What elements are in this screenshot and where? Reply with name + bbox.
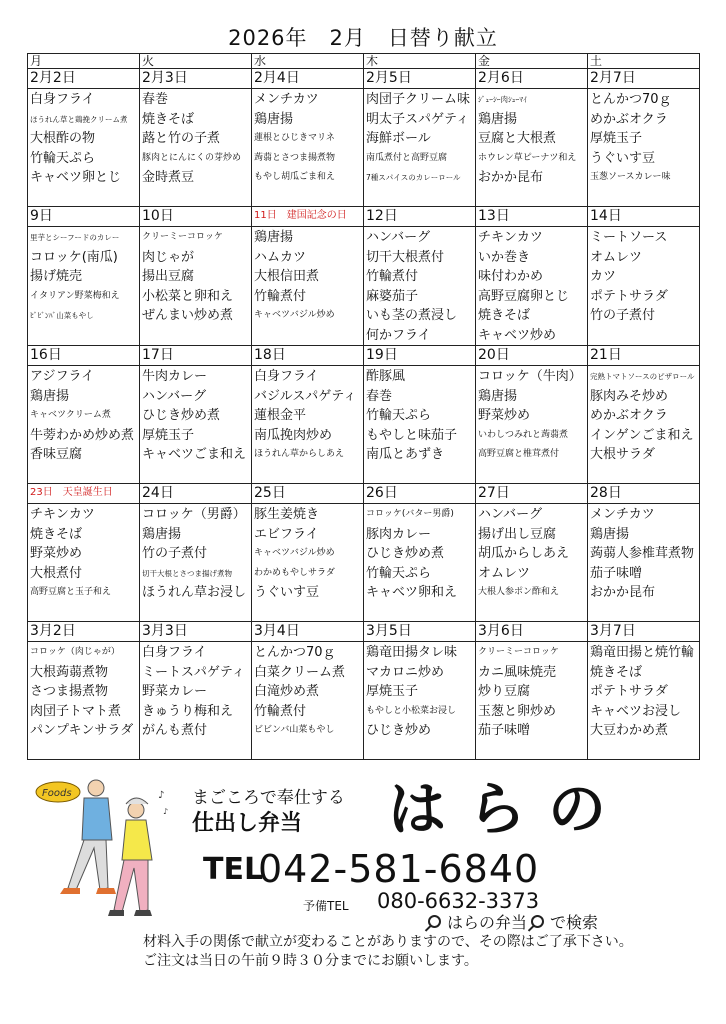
menu-item: 炒り豆腐 [478, 684, 531, 699]
menu-item: 南瓜挽肉炒め [254, 427, 333, 443]
day-cell [588, 346, 700, 484]
day-cell [476, 69, 588, 207]
menu-calendar [27, 53, 700, 760]
menu-item: 鶏唐揚 [142, 526, 182, 542]
menu-item: 肉団子トマト煮 [30, 703, 122, 719]
menu-item: 大根サラダ [590, 447, 655, 462]
day-cell [588, 484, 700, 622]
day-cell [252, 622, 364, 760]
week-row [28, 346, 700, 484]
menu-item: 大豆わかめ煮 [590, 723, 669, 738]
menu-item: カニ風味焼売 [478, 664, 557, 680]
menu-item: いわしつみれと蒟蒻煮 [478, 429, 569, 440]
magnifier-icon [531, 915, 544, 928]
menu-item: コロッケ（男爵） [142, 507, 246, 522]
menu-item: 肉じゃが [142, 249, 195, 265]
menu-item: 竹輪天ぷら [366, 408, 432, 423]
menu-item: めかぶオクラ [590, 408, 668, 423]
menu-item: がんも煮付 [142, 723, 208, 738]
menu-item: 揚出豆腐 [142, 269, 195, 284]
magnifier-icon [428, 915, 441, 928]
sub-tel-label: 予備TEL [303, 899, 349, 913]
menu-item: キャベツ炒め [478, 327, 557, 343]
menu-item: 海鮮ボール [366, 131, 431, 146]
menu-item: ほうれん草からしあえ [254, 449, 345, 459]
menu-item: 豚肉カレー [366, 526, 432, 542]
menu-item: 厚焼玉子 [590, 131, 643, 146]
menu-item: 蓮根金平 [254, 408, 307, 423]
menu-item: 里芋とシーフードのカレー [30, 233, 120, 242]
menu-item: 鶏竜田揚タレ味 [366, 645, 458, 660]
foods-bag-label: Foods [42, 788, 72, 799]
menu-item: 高野豆腐卵とじ [478, 288, 570, 304]
menu-item: 胡瓜からしあえ [478, 546, 570, 561]
menu-item: 茄子味噌 [590, 565, 643, 581]
day-date: 3月4日 [252, 622, 363, 642]
menu-item: 7種スパイスのカレーロール [366, 173, 461, 182]
menu-item: おかか昆布 [478, 170, 544, 185]
menu-item: 南瓜煮付と高野豆腐 [366, 152, 448, 163]
menu-item: 白身フライ [254, 369, 319, 384]
menu-item: もやしと小松菜お浸し [366, 705, 457, 716]
menu-item: 鶏唐揚 [478, 111, 518, 127]
menu-item: とんかつ70ｇ [254, 645, 336, 660]
menu-item: コロッケ（牛肉） [478, 369, 582, 384]
menu-item: キャベツ卵和え [366, 585, 458, 600]
menu-item: マカロニ炒め [366, 664, 445, 680]
day-date: 13日 [476, 207, 587, 227]
tel-number: 042-581-6840 [258, 847, 540, 891]
day-cell [252, 207, 364, 346]
menu-item: ひじき炒め煮 [142, 408, 221, 423]
day-cell [28, 207, 140, 346]
menu-item: 豚肉みそ炒め [590, 388, 669, 404]
menu-item: メンチカツ [590, 507, 655, 522]
page-title: 2026年 2月 日替り献立 [228, 26, 498, 50]
menu-item: パンプキンサラダ [30, 723, 134, 738]
menu-item: 白菜クリーム煮 [254, 664, 346, 680]
menu-item: 蕗と竹の子煮 [142, 131, 221, 146]
sub-tel-number: 080-6632-3373 [377, 889, 540, 913]
day-date: 18日 [252, 346, 363, 366]
day-date: 11日 建国記念の日 [252, 207, 363, 227]
day-cell [140, 69, 252, 207]
search-suffix: で検索 [550, 913, 599, 932]
day-date: 3月6日 [476, 622, 587, 642]
day-date: 3月7日 [588, 622, 699, 642]
menu-item: 茄子味噌 [478, 723, 531, 738]
menu-item: キャベツお浸し [590, 703, 682, 719]
menu-item: おかか昆布 [590, 585, 656, 600]
menu-item: 完熟トマトソースのピザロール [590, 372, 695, 381]
day-date: 23日 天皇誕生日 [28, 484, 139, 504]
menu-item: 白身フライ [142, 645, 207, 660]
menu-item: オムレツ [590, 249, 643, 265]
menu-item: ひじき炒め [366, 723, 432, 738]
menu-item: 大根人参ポン酢和え [478, 587, 560, 597]
day-cell [588, 622, 700, 760]
weekday-header-row [28, 54, 700, 69]
day-date: 20日 [476, 346, 587, 366]
day-date: 10日 [140, 207, 251, 227]
note-menu-change: 材料入手の関係で献立が変わることがありますので、その際はご了承下さい。 [143, 934, 633, 950]
day-date: 24日 [140, 484, 251, 504]
menu-item: 切干大根煮付 [366, 249, 445, 265]
menu-item: エビフライ [254, 526, 319, 542]
day-cell [588, 207, 700, 346]
search-hint [428, 910, 598, 933]
menu-item: 香味豆腐 [30, 447, 83, 462]
day-cell [364, 622, 476, 760]
menu-item: 高野豆腐と椎茸煮付 [478, 449, 560, 459]
day-date: 21日 [588, 346, 699, 366]
menu-item: ほうれん草と鶏挽クリーム煮 [30, 114, 128, 124]
menu-item: きゅうり梅和え [142, 703, 234, 719]
menu-item: キャベツクリーム煮 [30, 410, 111, 420]
weekday-sat: 土 [588, 54, 700, 69]
menu-item: 野菜炒め [478, 408, 531, 423]
svg-text:♪: ♪ [163, 807, 169, 816]
menu-item: 竹輪煮付 [366, 269, 419, 284]
menu-item: 厚焼玉子 [366, 684, 419, 699]
menu-item: とんかつ70ｇ [590, 92, 672, 107]
day-date: 2月7日 [588, 69, 699, 89]
day-cell [476, 346, 588, 484]
menu-item: 酢豚風 [366, 369, 406, 384]
menu-item: 蓮根とひじきマリネ [254, 133, 335, 143]
menu-item: 味付わかめ [478, 269, 544, 284]
menu-item: メンチカツ [254, 92, 319, 107]
menu-item: 豚生姜焼き [254, 507, 320, 522]
walking-couple-illustration [28, 770, 178, 925]
menu-item: 竹輪煮付 [254, 288, 307, 304]
menu-item: 明太子スパゲティ [366, 111, 469, 127]
menu-item: コロッケ（肉じゃが） [30, 647, 120, 657]
menu-item: もやし胡瓜ごま和え [254, 172, 336, 182]
day-cell [476, 484, 588, 622]
day-cell [140, 346, 252, 484]
menu-item: ﾋﾞﾋﾞﾝﾊﾞ山菜もやし [30, 311, 94, 320]
day-cell [28, 69, 140, 207]
menu-item: ハンバーグ [366, 230, 431, 245]
menu-item: 竹輪天ぷら [30, 150, 96, 166]
menu-item: チキンカツ [30, 507, 95, 522]
menu-item: 焼きそば [142, 111, 195, 127]
day-date: 19日 [364, 346, 475, 366]
menu-item: 揚げ焼売 [30, 269, 83, 284]
note-order-deadline: ご注文は当日の午前９時３０分までにお願いします。 [143, 953, 478, 969]
menu-item: クリーミーコロッケ [478, 647, 559, 657]
menu-item: ミートソース [590, 230, 668, 245]
menu-item: 厚焼玉子 [142, 427, 195, 443]
weekday-wed: 水 [252, 54, 364, 69]
day-cell [28, 346, 140, 484]
menu-item: 竹輪煮付 [254, 703, 307, 719]
menu-item: 竹の子煮付 [142, 546, 208, 561]
tagline: まごころで奉仕する [192, 788, 345, 808]
menu-item: インゲンごま和え [590, 427, 694, 443]
menu-item: ポテトサラダ [590, 288, 668, 304]
menu-item: ホウレン草ピーナツ和え [478, 152, 577, 163]
day-cell [476, 622, 588, 760]
menu-item: イタリアン野菜梅和え [30, 290, 120, 301]
menu-item: ほうれん草お浸し [142, 585, 247, 600]
menu-item: 玉葱ソースカレー味 [590, 172, 671, 182]
menu-item: ハンバーグ [478, 507, 543, 522]
day-cell [364, 484, 476, 622]
menu-item: 蒟蒻人参椎茸煮物 [590, 546, 695, 561]
menu-item: ポテトサラダ [590, 684, 668, 699]
day-cell [364, 346, 476, 484]
menu-item: 牛肉カレー [142, 369, 208, 384]
day-cell [140, 207, 252, 346]
menu-item: 大根煮付 [30, 565, 83, 581]
day-date: 9日 [28, 207, 139, 227]
day-date: 2月2日 [28, 69, 139, 89]
menu-item: 春巻 [142, 92, 169, 107]
day-cell [140, 622, 252, 760]
day-date: 2月5日 [364, 69, 475, 89]
day-cell [364, 69, 476, 207]
day-cell [28, 622, 140, 760]
menu-item: キャベツバジル炒め [254, 310, 335, 320]
day-date: 14日 [588, 207, 699, 227]
menu-item: 大根信田煮 [254, 269, 320, 284]
menu-item: 南瓜とあずき [366, 447, 445, 462]
menu-item: 何かフライ [366, 327, 431, 343]
menu-item: ひじき炒め煮 [366, 546, 445, 561]
menu-item: キャベツ卵とじ [30, 170, 122, 185]
day-date: 27日 [476, 484, 587, 504]
menu-item: 高野豆腐と玉子和え [30, 587, 112, 597]
menu-item: 竹輪天ぷら [366, 565, 432, 581]
menu-item: バジルスパゲティ [254, 388, 357, 404]
menu-item: ｼﾞｭｰｼｰ肉ｼｭｰﾏｲ [478, 95, 527, 104]
week-row [28, 207, 700, 346]
menu-item: わかめもやしサラダ [254, 567, 335, 578]
menu-item: コロッケ(南瓜) [30, 249, 118, 265]
menu-item: ミートスパゲティ [142, 664, 245, 680]
menu-item: ぜんまい炒め煮 [142, 308, 234, 323]
menu-item: 焼きそば [30, 526, 83, 542]
menu-item: 鶏唐揚 [30, 388, 70, 404]
tel-label: TEL [203, 852, 264, 887]
menu-item: 鶏唐揚 [254, 111, 294, 127]
day-date: 16日 [28, 346, 139, 366]
day-cell [476, 207, 588, 346]
day-date: 26日 [364, 484, 475, 504]
menu-item: 鶏唐揚 [478, 388, 518, 404]
menu-item: 大根酢の物 [30, 131, 96, 146]
menu-item: チキンカツ [478, 230, 543, 245]
menu-item: いも茎の煮浸し [366, 308, 458, 323]
menu-item: 鶏竜田揚と焼竹輪 [590, 645, 695, 660]
day-date: 3月5日 [364, 622, 475, 642]
menu-item: カツ [590, 269, 617, 284]
menu-item: 牛蒡わかめ炒め煮 [30, 427, 135, 443]
menu-item: 玉葱と卵炒め [478, 703, 557, 719]
menu-item: クリーミーコロッケ [142, 232, 223, 242]
day-date: 12日 [364, 207, 475, 227]
menu-item: 焼きそば [590, 664, 643, 680]
menu-item: 竹の子煮付 [590, 308, 656, 323]
menu-item: うぐいす豆 [254, 585, 320, 600]
svg-text:♪: ♪ [158, 790, 165, 801]
week-row [28, 69, 700, 207]
day-cell [28, 484, 140, 622]
day-date: 2月4日 [252, 69, 363, 89]
menu-item: 肉団子クリーム味 [366, 92, 471, 107]
menu-item: 野菜カレー [142, 684, 208, 699]
menu-item: 焼きそば [478, 308, 531, 323]
menu-item: キャベツバジル炒め [254, 548, 335, 558]
menu-item: 金時煮豆 [142, 170, 195, 185]
day-date: 28日 [588, 484, 699, 504]
menu-item: 豚肉とにんにくの芽炒め [142, 152, 242, 163]
menu-item: 切干大根とさつま揚げ煮物 [142, 568, 232, 578]
week-row [28, 622, 700, 760]
search-word: はらの弁当 [447, 913, 528, 932]
menu-item: 豆腐と大根煮 [478, 131, 557, 146]
menu-item: 白滝炒め煮 [254, 684, 320, 699]
menu-item: ハンバーグ [142, 388, 207, 404]
day-date: 3月2日 [28, 622, 139, 642]
menu-item: さつま揚煮物 [30, 684, 109, 699]
shop-name: はらの [388, 775, 629, 843]
menu-item: 小松菜と卵和え [142, 288, 234, 304]
menu-item: ビビンバ山菜もやし [254, 725, 335, 735]
menu-item: 鶏唐揚 [590, 526, 630, 542]
shop-type: 仕出し弁当 [192, 811, 303, 836]
menu-item: 白身フライ [30, 92, 95, 107]
day-date: 17日 [140, 346, 251, 366]
day-date: 2月3日 [140, 69, 251, 89]
menu-item: 鶏唐揚 [254, 230, 294, 245]
menu-item: オムレツ [478, 565, 531, 581]
day-cell [364, 207, 476, 346]
weekday-tue: 火 [140, 54, 252, 69]
menu-item: うぐいす豆 [590, 150, 656, 166]
menu-item: 大根蒟蒻煮物 [30, 664, 109, 680]
day-cell [252, 346, 364, 484]
day-cell [588, 69, 700, 207]
day-cell [252, 69, 364, 207]
menu-item: 春巻 [366, 388, 393, 404]
menu-item: 蒟蒻とさつま揚煮物 [254, 152, 336, 163]
weekday-thu: 木 [364, 54, 476, 69]
weekday-fri: 金 [476, 54, 588, 69]
menu-item: キャベツごま和え [142, 447, 247, 462]
day-cell [252, 484, 364, 622]
menu-item: めかぶオクラ [590, 111, 668, 127]
menu-item: アジフライ [30, 369, 95, 384]
menu-item: もやしと味茄子 [366, 427, 458, 443]
week-row [28, 484, 700, 622]
day-date: 25日 [252, 484, 363, 504]
menu-item: コロッケ(バター男爵) [366, 509, 454, 519]
weekday-mon: 月 [28, 54, 140, 69]
menu-item: 麻婆茄子 [366, 288, 419, 304]
menu-item: いか巻き [478, 249, 531, 265]
menu-item: ハムカツ [254, 249, 307, 265]
day-date: 2月6日 [476, 69, 587, 89]
menu-item: 揚げ出し豆腐 [478, 526, 557, 542]
day-cell [140, 484, 252, 622]
day-date: 3月3日 [140, 622, 251, 642]
menu-item: 野菜炒め [30, 546, 83, 561]
